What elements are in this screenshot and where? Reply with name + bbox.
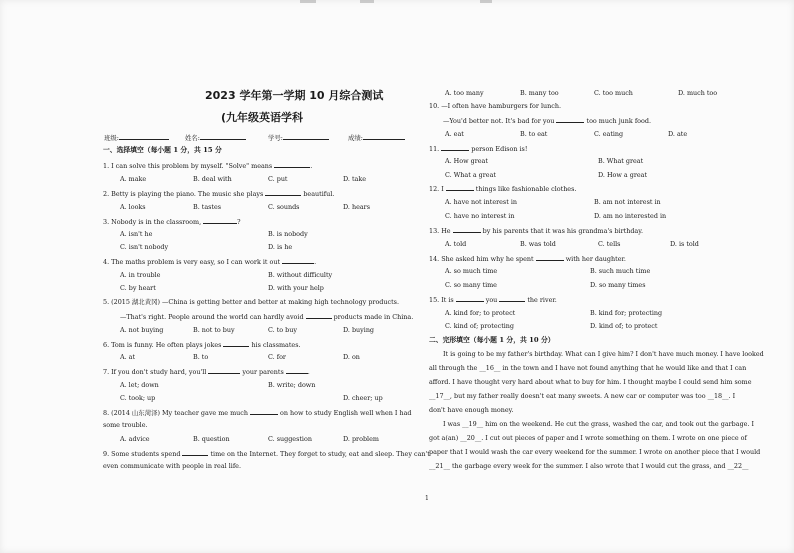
scan-mark xyxy=(300,0,316,3)
question-9: 9. Some students spend time on the Internet. They forget to study, eat and sleep. They can't xyxy=(103,450,430,458)
q2-option-c: C. sounds xyxy=(268,203,300,211)
q10-option-c: C. eating xyxy=(594,130,624,138)
q14-option-a: A. so much time xyxy=(445,267,498,275)
q4-option-a: A. in trouble xyxy=(120,271,161,279)
q11-option-b: B. What great xyxy=(598,157,644,165)
scan-mark xyxy=(480,0,492,3)
question-10-reply: —You'd better not. It's bad for you too much junk food. xyxy=(443,117,651,125)
q1-option-c: C. put xyxy=(268,175,288,183)
q14-option-d: D. so many times xyxy=(590,281,646,289)
q14-option-c: C. so many time xyxy=(445,281,497,289)
q5-option-c: C. to buy xyxy=(268,326,297,334)
q15-option-c: C. kind of; protecting xyxy=(445,322,515,330)
passage-line: afford. I have thought very hard about what to buy for him. I thought maybe I could send him some xyxy=(429,378,752,386)
passage-line: I was __19__ him on the weekend. He cut the grass, washed the car, and took out the garbage. I xyxy=(443,420,755,428)
blank-20: 20 xyxy=(466,434,475,442)
q8-option-d: D. problem xyxy=(343,435,379,443)
question-13: 13. He by his parents that it was his grandma's birthday. xyxy=(429,227,644,235)
question-2: 2. Betty is playing the piano. The music she plays beautiful. xyxy=(103,190,335,198)
q10-option-b: B. to eat xyxy=(520,130,548,138)
q4-option-c: C. by heart xyxy=(120,284,156,292)
question-1: 1. I can solve this problem by myself. "Solve" means . xyxy=(103,162,313,170)
q13-option-b: B. was told xyxy=(520,240,556,248)
section-2-title: 二、完形填空（每小题 1 分，共 10 分） xyxy=(429,336,555,344)
q12-option-d: D. am no interested in xyxy=(594,212,667,220)
q13-option-d: D. is told xyxy=(670,240,699,248)
blank-18: 18 xyxy=(713,392,723,400)
question-12: 12. I things like fashionable clothes. xyxy=(429,185,577,193)
q15-option-d: D. kind of; to protect xyxy=(590,322,658,330)
q8-option-a: A. advice xyxy=(120,435,150,443)
q4-option-b: B. without difficulty xyxy=(268,271,333,279)
score-label: 成绩: xyxy=(348,133,405,142)
q1-option-a: A. make xyxy=(120,175,147,183)
q7-option-a: A. let; down xyxy=(120,381,159,389)
passage-line: __21__ the garbage every week for the summer. I also wrote that I would cut the grass, and __22__ xyxy=(429,462,749,470)
q15-option-b: B. kind for; protecting xyxy=(590,309,663,317)
blank-19: 19 xyxy=(468,420,477,428)
q11-option-d: D. How a great xyxy=(598,171,648,179)
q6-option-d: D. on xyxy=(343,353,360,361)
q7-option-c: C. took; up xyxy=(120,394,156,402)
blank-16: 16 xyxy=(485,364,494,372)
passage-line: It is going to be my father's birthday. What can I give him? I don't have much money. I have looked xyxy=(443,350,764,358)
question-4: 4. The maths problem is very easy, so I can work it out . xyxy=(103,258,317,266)
q2-option-b: B. tastes xyxy=(193,203,222,211)
q3-option-c: C. isn't nobody xyxy=(120,243,169,251)
q13-option-a: A. told xyxy=(445,240,467,248)
q7-option-d: D. cheer; up xyxy=(343,394,383,402)
passage-line: all through the __16__ in the town and I have not found anything that he would like and that I can xyxy=(429,364,747,372)
q2-option-d: D. hears xyxy=(343,203,371,211)
q7-option-b: B. write; down xyxy=(268,381,316,389)
q6-option-a: A. at xyxy=(120,353,136,361)
q9-option-a: A. too many xyxy=(445,89,484,97)
q11-option-c: C. What a great xyxy=(445,171,496,179)
question-8: 8. (2014 山东菏泽) My teacher gave me much on how to study English well when I had xyxy=(103,409,412,417)
q9-option-d: D. much too xyxy=(678,89,718,97)
passage-line: don't have enough money. xyxy=(429,406,514,414)
section-1-title: 一、选择填空（每小题 1 分，共 15 分 xyxy=(103,146,222,154)
q14-option-b: B. such much time xyxy=(590,267,651,275)
question-14: 14. She asked him why he spent with her daughter. xyxy=(429,255,626,263)
q5-option-b: B. not to buy xyxy=(193,326,235,334)
q3-option-a: A. isn't he xyxy=(120,230,153,238)
q10-option-a: A. eat xyxy=(445,130,464,138)
page-number: 1 xyxy=(425,495,429,502)
q9-option-c: C. too much xyxy=(594,89,633,97)
q11-option-a: A. How great xyxy=(445,157,488,165)
question-8-line2: some trouble. xyxy=(103,421,148,429)
blank-22: 22 xyxy=(733,462,743,470)
blank-17: 17 xyxy=(435,392,444,400)
q12-option-a: A. have not interest in xyxy=(445,198,517,206)
q8-option-c: C. suggestion xyxy=(268,435,312,443)
exam-subtitle: (九年级英语学科 xyxy=(221,111,304,124)
q13-option-c: C. tells xyxy=(598,240,621,248)
question-11: 11. person Edison is! xyxy=(429,145,528,153)
exam-title: 2023 学年第一学期 10 月综合测试 xyxy=(205,89,384,102)
scan-mark xyxy=(360,0,374,3)
q8-option-b: B. question xyxy=(193,435,230,443)
question-5: 5. (2015 湖北黄冈) —China is getting better and better at making high technology products. xyxy=(103,298,399,306)
question-9-line2: even communicate with people in real life. xyxy=(103,462,241,470)
passage-line: paper that I would wash the car every weekend for the summer. I wrote on another piece that I would xyxy=(429,448,761,456)
blank-21: 21 xyxy=(435,462,444,470)
question-15: 15. It is you the river. xyxy=(429,296,557,304)
q10-option-d: D. ate xyxy=(668,130,688,138)
q9-option-b: B. many too xyxy=(520,89,559,97)
class-label: 班级: xyxy=(104,133,169,142)
q5-option-d: D. buying xyxy=(343,326,375,334)
q6-option-b: B. to xyxy=(193,353,209,361)
question-7: 7. If you don't study hard, you'll your parents . xyxy=(103,368,310,376)
q4-option-d: D. with your help xyxy=(268,284,324,292)
id-label: 学号: xyxy=(268,133,329,142)
question-5-reply: —That's right. People around the world can hardly avoid products made in China. xyxy=(120,313,414,321)
q5-option-a: A. not buying xyxy=(120,326,164,334)
q12-option-b: B. am not interest in xyxy=(594,198,661,206)
passage-line: __17__, but my father really doesn't eat many sweets. A new car or computer was too __18__. I xyxy=(429,392,736,400)
q1-option-d: D. take xyxy=(343,175,366,183)
question-10: 10. —I often have hamburgers for lunch. xyxy=(429,102,561,110)
q12-option-c: C. have no interest in xyxy=(445,212,515,220)
name-label: 姓名: xyxy=(185,133,246,142)
q1-option-b: B. deal with xyxy=(193,175,232,183)
q3-option-d: D. is he xyxy=(268,243,293,251)
q2-option-a: A. looks xyxy=(120,203,146,211)
passage-line: got a(an) __20__. I cut out pieces of paper and I wrote something on them. I wrote on one piece of xyxy=(429,434,747,442)
question-6: 6. Tom is funny. He often plays jokes his classmates. xyxy=(103,341,301,349)
q3-option-b: B. is nobody xyxy=(268,230,308,238)
q6-option-c: C. for xyxy=(268,353,286,361)
q15-option-a: A. kind for; to protect xyxy=(445,309,516,317)
question-3: 3. Nobody is in the classroom, ? xyxy=(103,218,241,226)
